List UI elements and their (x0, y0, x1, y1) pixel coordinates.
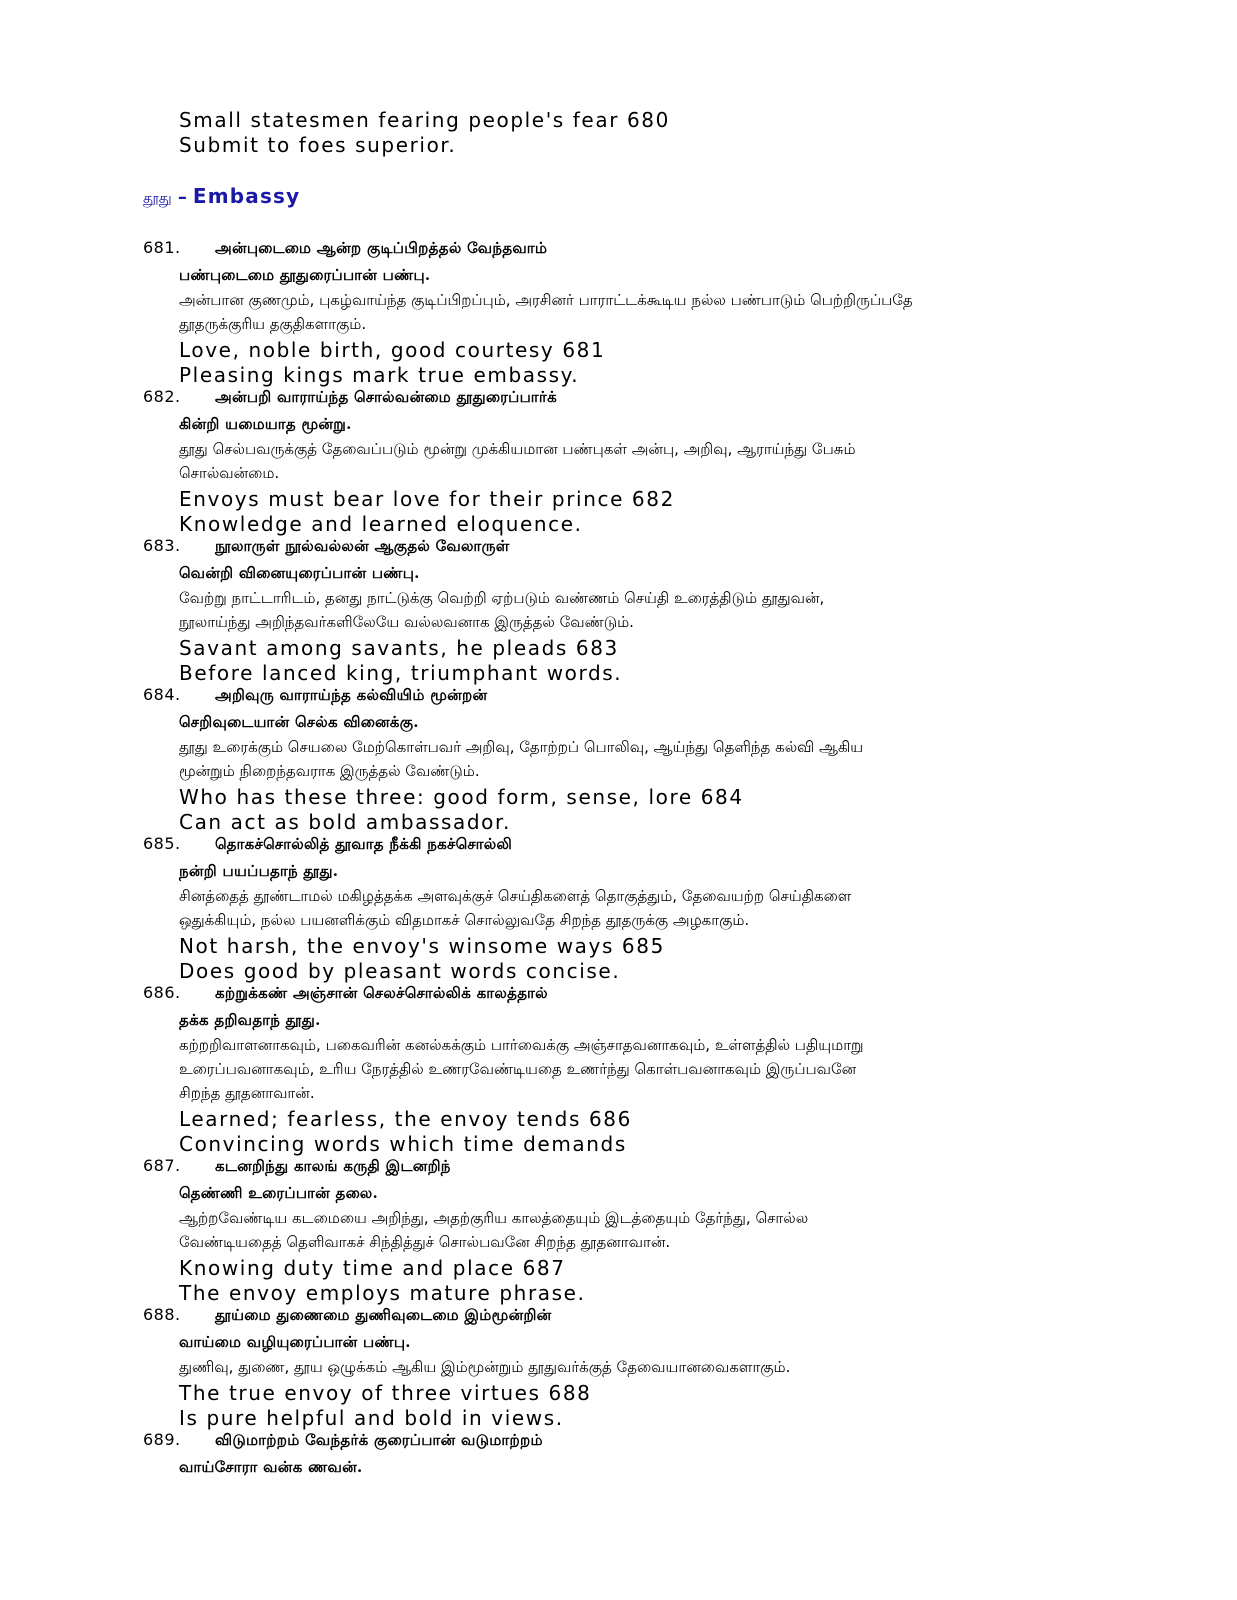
english-line: Knowing duty time and place 687 (179, 1256, 566, 1280)
verse-english-translation (143, 487, 1143, 536)
verse-line-1 (143, 983, 1143, 1008)
verse-tamil-line: பண்புடைமை தூதுரைப்பான் பண்பு. (179, 266, 431, 284)
verse-explanation (143, 1206, 1149, 1254)
verse-line-1 (143, 834, 1143, 859)
verse-number: 681. (143, 238, 181, 257)
english-line: The envoy employs mature phrase. (179, 1280, 586, 1305)
english-line: Learned; fearless, the envoy tends 686 (179, 1107, 632, 1131)
verse-tamil-line: கடனறிந்து காலங் கருதி இடனறிந் (215, 1157, 451, 1175)
section-heading-tamil: தூது (143, 189, 172, 207)
verse-list (143, 238, 1143, 1480)
verse-explanation (143, 884, 1149, 932)
explanation-line: சினத்தைத் தூண்டாமல் மகிழத்தக்க அளவுக்குச் செய்திகளைத் தொகுத்தும், தேவையற்ற செய்திகளை (179, 887, 852, 905)
verse-685 (143, 834, 1143, 983)
verse-number: 688. (143, 1305, 181, 1324)
english-line: Savant among savants, he pleads 683 (179, 636, 619, 660)
verse-tamil-line: அன்புடைமை ஆன்ற குடிப்பிறத்தல் வேந்தவாம் (215, 239, 548, 257)
verse-681 (143, 238, 1143, 387)
verse-tamil-line: அறிவுரு வாராய்ந்த கல்வியிம் மூன்றன் (215, 686, 488, 704)
english-line: Can act as bold ambassador. (179, 809, 511, 834)
verse-tamil-line: தொகச்சொல்லித் தூவாத நீக்கி நகச்சொல்லி (215, 835, 513, 853)
explanation-line: தூது உரைக்கும் செயலை மேற்கொள்பவர் அறிவு, தோற்றப் பொலிவு, ஆய்ந்து தெளிந்த கல்வி ஆகிய (179, 738, 864, 756)
verse-number: 683. (143, 536, 181, 555)
verse-explanation (143, 437, 1149, 485)
explanation-line: நூலாய்ந்து அறிந்தவர்களிலேயே வல்லவனாக இருத்தல் வேண்டும். (179, 613, 634, 631)
verse-number: 684. (143, 685, 181, 704)
english-line: Does good by pleasant words concise. (179, 958, 621, 983)
verse-explanation (143, 586, 1149, 634)
english-line: Who has these three: good form, sense, lore 684 (179, 785, 744, 809)
verse-tamil-line: தெண்ணி உரைப்பான் தலை. (179, 1184, 379, 1202)
explanation-line: தூது செல்பவருக்குத் தேவைப்படும் மூன்று முக்கியமான பண்புகள் அன்பு, அறிவு, ஆராய்ந்து பேசும் (179, 440, 856, 458)
verse-684 (143, 685, 1143, 834)
verse-explanation (143, 288, 1149, 336)
verse-line-1 (143, 1305, 1143, 1330)
verse-tamil-line: செறிவுடையான் செல்க வினைக்கு. (179, 713, 419, 731)
verse-tamil-line: வென்றி வினையுரைப்பான் பண்பு. (179, 564, 420, 582)
verse-tamil-line: அன்பறி வாராய்ந்த சொல்வன்மை தூதுரைப்பார்க் (215, 388, 557, 406)
explanation-line: ஆற்றவேண்டிய கடமையை அறிந்து, அதற்குரிய காலத்தையும் இடத்தையும் தேர்ந்து, சொல்ல (179, 1209, 809, 1227)
verse-explanation (143, 1355, 1149, 1379)
verse-number: 686. (143, 983, 181, 1002)
verse-number: 689. (143, 1430, 181, 1449)
verse-tamil-line: நன்றி பயப்பதாந் தூது. (179, 862, 339, 880)
verse-number: 685. (143, 834, 181, 853)
verse-english-translation (143, 1256, 1143, 1305)
verse-line-1 (143, 387, 1143, 412)
explanation-line: சொல்வன்மை. (179, 464, 280, 482)
verse-tamil-line: தூய்மை துணைமை துணிவுடைமை இம்மூன்றின் (215, 1306, 552, 1324)
english-line: Knowledge and learned eloquence. (179, 511, 583, 536)
verse-explanation (143, 735, 1149, 783)
verse-tamil-line: வாய்சோரா வன்க ணவன். (179, 1458, 363, 1476)
verse-683 (143, 536, 1143, 685)
verse-tamil-line: கற்றுக்கண் அஞ்சான் செலச்சொல்லிக் காலத்தால் (215, 984, 548, 1002)
english-line: Envoys must bear love for their prince 682 (179, 487, 675, 511)
verse-english-translation (143, 934, 1143, 983)
verse-687 (143, 1156, 1143, 1305)
section-heading (143, 184, 300, 209)
english-line: Submit to foes superior. (179, 132, 457, 157)
verse-line-1 (143, 1156, 1143, 1181)
verse-682 (143, 387, 1143, 536)
verse-number: 682. (143, 387, 181, 406)
verse-line-1 (143, 1430, 1143, 1455)
explanation-line: வேண்டியதைத் தெளிவாகச் சிந்தித்துச் சொல்பவனே சிறந்த தூதனாவான். (179, 1233, 671, 1251)
verse-number: 687. (143, 1156, 181, 1175)
verse-686 (143, 983, 1143, 1156)
explanation-line: துணிவு, துணை, தூய ஒழுக்கம் ஆகிய இம்மூன்றும் தூதுவர்க்குத் தேவையானவைகளாகும். (179, 1358, 791, 1376)
english-line: Pleasing kings mark true embassy. (179, 362, 580, 387)
verse-tamil-line: நூலாருள் நூல்வல்லன் ஆகுதல் வேலாருள் (215, 537, 510, 555)
verse-english-translation (143, 785, 1143, 834)
verse-explanation (143, 1033, 1149, 1105)
explanation-line: மூன்றும் நிறைந்தவராக இருத்தல் வேண்டும். (179, 762, 480, 780)
english-line: The true envoy of three virtues 688 (179, 1381, 592, 1405)
verse-english-translation (143, 1381, 1143, 1430)
section-heading-english: Embassy (192, 184, 301, 208)
explanation-line: கற்றறிவாளனாகவும், பகைவரின் கனல்கக்கும் பார்வைக்கு அஞ்சாதவனாகவும், உள்ளத்தில் பதியுமாறு (179, 1036, 864, 1054)
verse-tamil-line: வாய்மை வழியுரைப்பான் பண்பு. (179, 1333, 411, 1351)
verse-tamil-line: கின்றி யமையாத மூன்று. (179, 415, 352, 433)
previous-verse-english (179, 108, 670, 157)
verse-688 (143, 1305, 1143, 1430)
verse-tamil-line: தக்க தறிவதாந் தூது. (179, 1011, 321, 1029)
verse-689 (143, 1430, 1143, 1480)
explanation-line: உரைப்பவனாகவும், உரிய நேரத்தில் உணரவேண்டியதை உணர்ந்து கொள்பவனாகவும் இருப்பவனே (179, 1060, 857, 1078)
english-line: Is pure helpful and bold in views. (179, 1405, 564, 1430)
explanation-line: சிறந்த தூதனாவான். (179, 1084, 315, 1102)
english-line: Small statesmen fearing people's fear 680 (179, 108, 670, 132)
explanation-line: அன்பான குணமும், புகழ்வாய்ந்த குடிப்பிறப்பும், அரசினர் பாராட்டக்கூடிய நல்ல பண்பாடும் பெற்றிருப்பதே (179, 291, 913, 309)
explanation-line: ஒதுக்கியும், நல்ல பயனளிக்கும் விதமாகச் சொல்லுவதே சிறந்த தூதருக்கு அழகாகும். (179, 911, 750, 929)
english-line: Before lanced king, triumphant words. (179, 660, 623, 685)
verse-line-1 (143, 685, 1143, 710)
verse-english-translation (143, 1107, 1143, 1156)
verse-line-1 (143, 536, 1143, 561)
verse-english-translation (143, 338, 1143, 387)
english-line: Love, noble birth, good courtesy 681 (179, 338, 606, 362)
english-line: Convincing words which time demands (179, 1131, 627, 1156)
explanation-line: வேற்று நாட்டாரிடம், தனது நாட்டுக்கு வெற்றி ஏற்படும் வண்ணம் செய்தி உரைத்திடும் தூதுவன், (179, 589, 825, 607)
verse-line-1 (143, 238, 1143, 263)
explanation-line: தூதருக்குரிய தகுதிகளாகும். (179, 315, 367, 333)
verse-english-translation (143, 636, 1143, 685)
verse-tamil-line: விடுமாற்றம் வேந்தர்க் குரைப்பான் வடுமாற்றம் (215, 1431, 543, 1449)
section-heading-dash: – (177, 187, 187, 208)
english-line: Not harsh, the envoy's winsome ways 685 (179, 934, 665, 958)
